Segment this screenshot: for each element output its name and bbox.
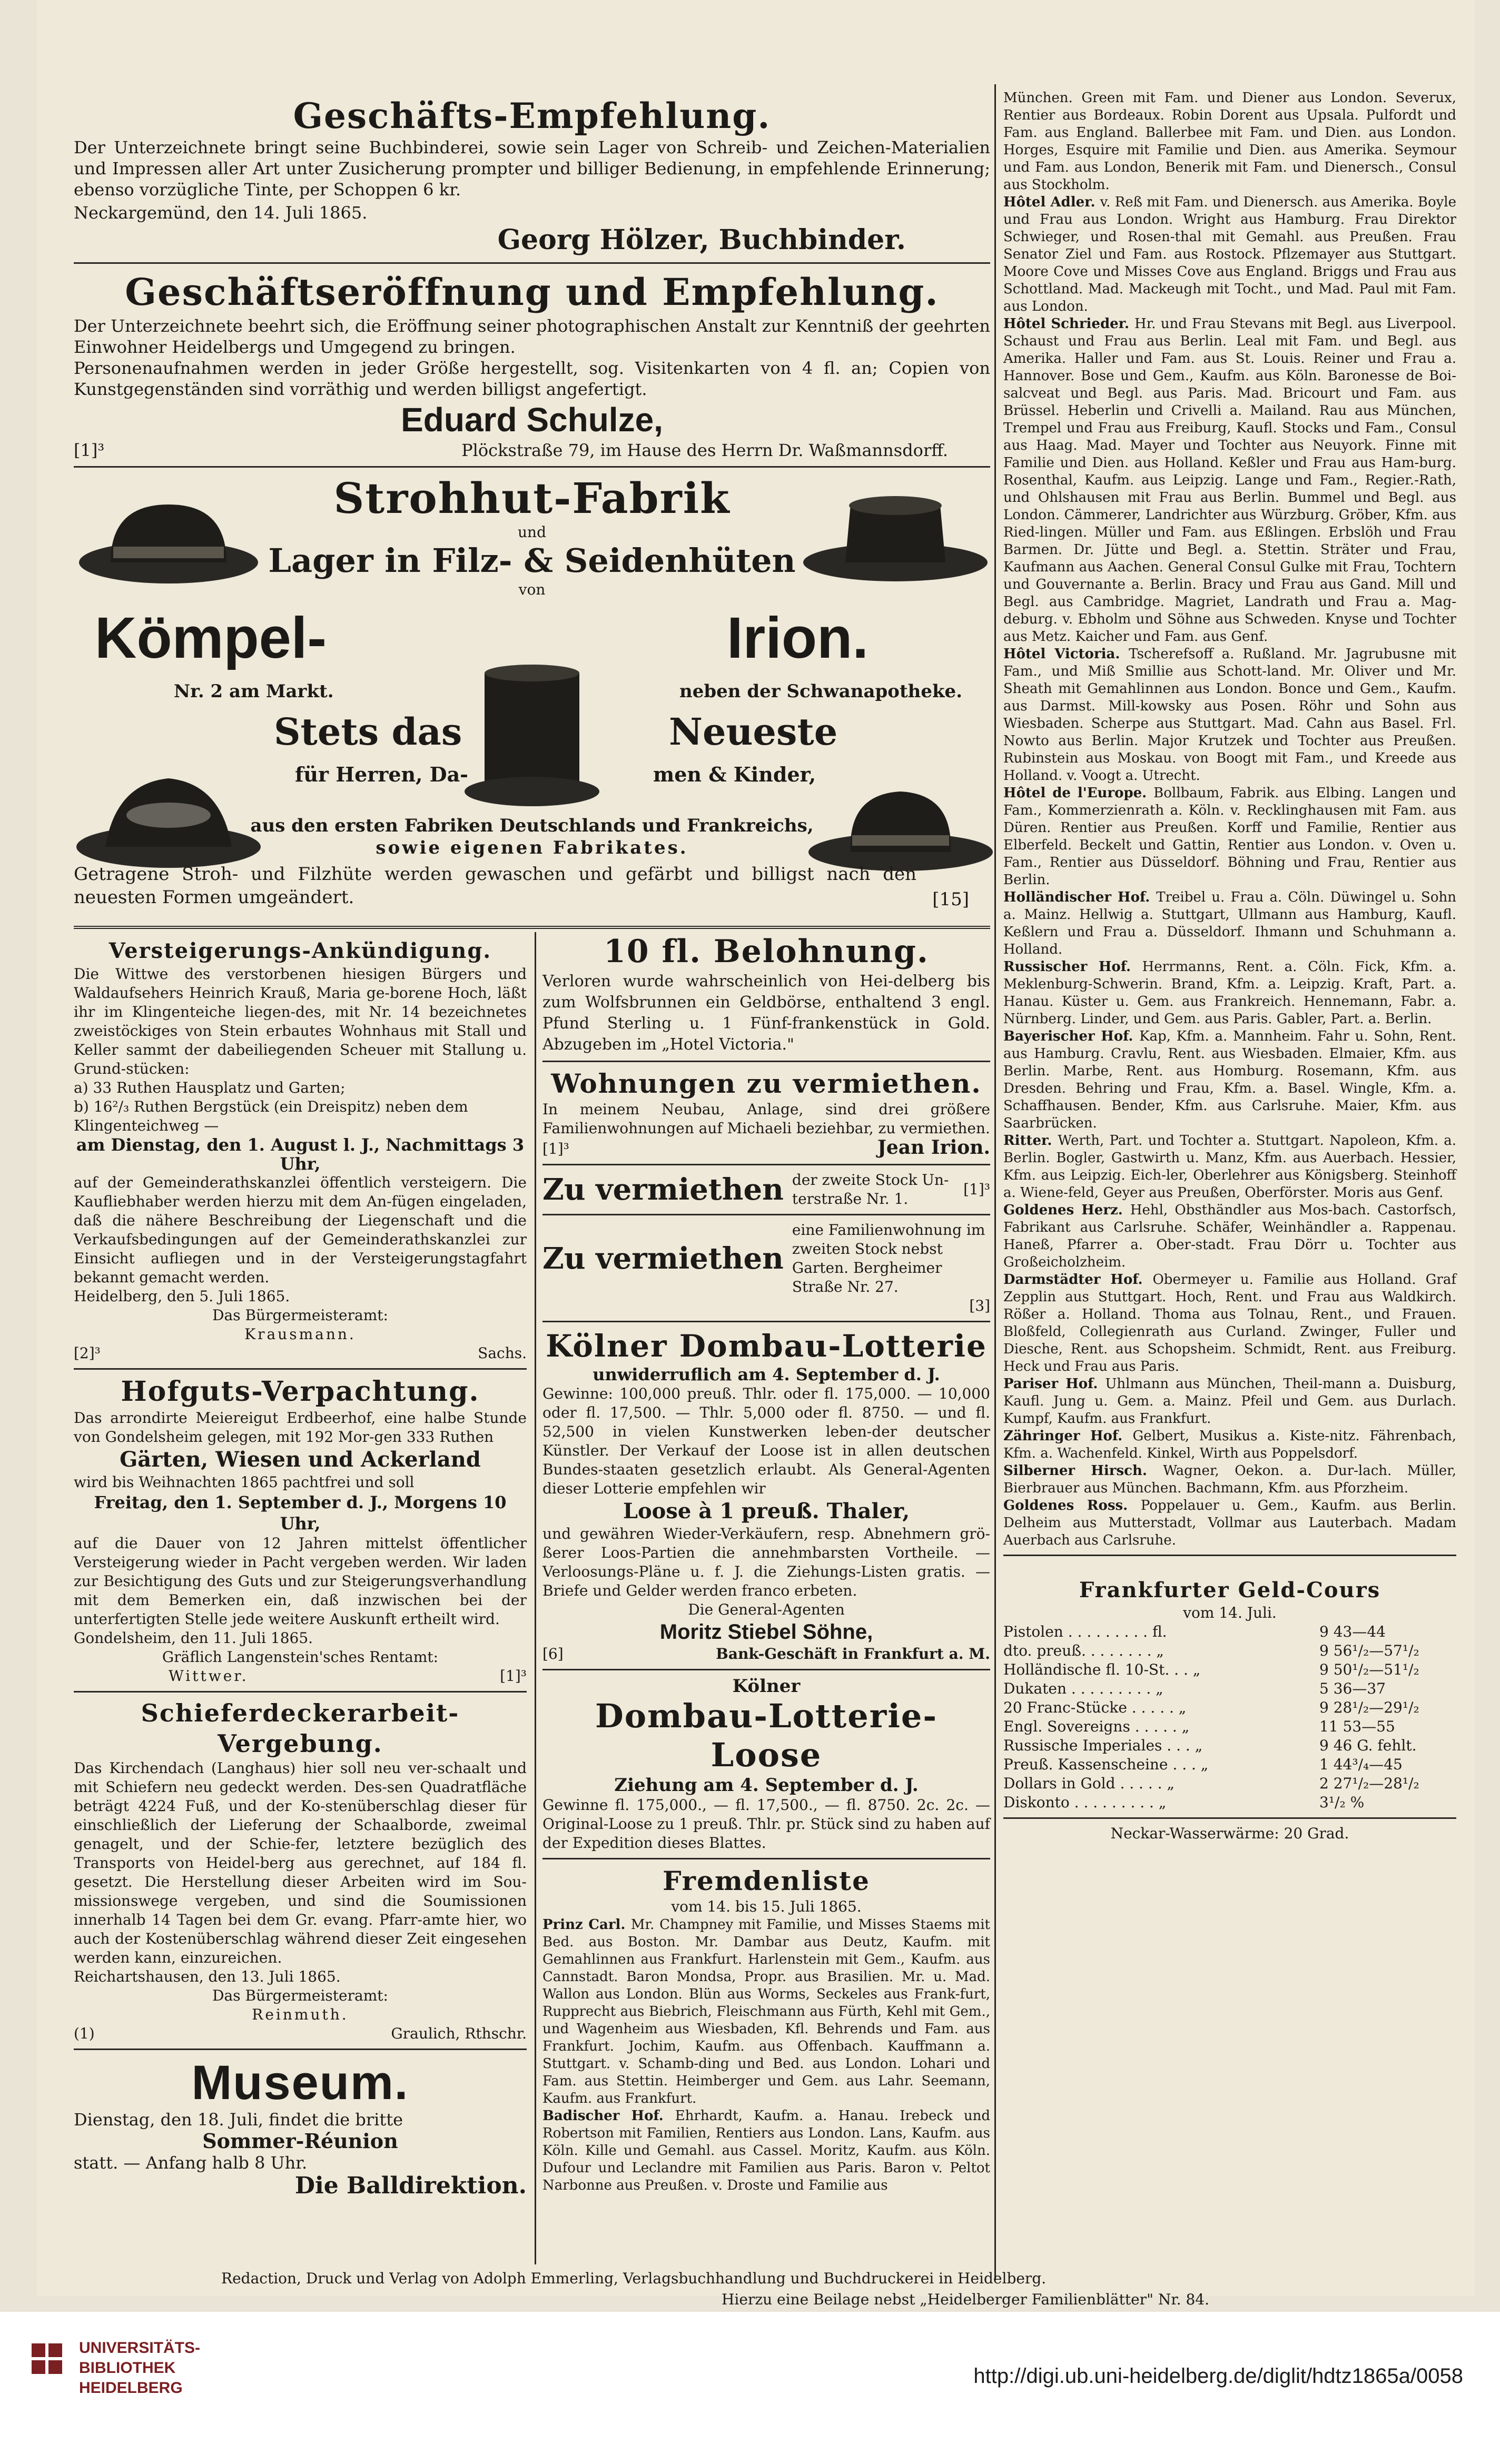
divider [542, 1858, 990, 1859]
hotel-name: Pariser Hof. [1003, 1376, 1106, 1392]
cours-row [1003, 1736, 1456, 1755]
guest-entry [1003, 315, 1456, 646]
guest-text: v. Reß mit Fam. und Dienersch. aus Amerika. Boyle und Frau aus London. Wright aus Hamburg. Frau Direktor Schwieger, und Rosen-thal mit Gemahl. aus Preußen. Frau Senator Ziel und Fam. aus Rostock. Pflzemayer aus Stuttgart. Moore Cove und Misses Cove aus England. Briggs und Frau aus Schottland. Mad. Mackeugh mit Tocht., und Mad. Paul mit Fam. aus London. [1003, 194, 1456, 314]
cours-value: 9 50¹/₂—51¹/₂ [1319, 1661, 1419, 1678]
hotel-name: Goldenes Herz. [1003, 1202, 1130, 1218]
hotel-name: Hôtel Schrieder. [1003, 316, 1135, 332]
section-body: eine Familienwohnung im zweiten Stock nebst Garten. Bergheimer Straße Nr. 27. [792, 1221, 985, 1295]
guest-text: Wagner, Oekon. a. Dur-lach. Müller, Bierbrauer aus München. Bachmann, Kfm. aus Pforzheim. [1003, 1463, 1457, 1496]
hofgut [74, 1375, 527, 1686]
section-title: Schieferdeckerarbeit-Vergebung. [141, 1699, 460, 1758]
signature: Krausmann. [244, 1325, 356, 1343]
auction-date: am Dienstag, den 1. August l. J., Nachmittags 3 Uhr, [76, 1135, 525, 1174]
cours-value: 3¹/₂ % [1319, 1794, 1365, 1811]
cours-name: 20 Franc-Stücke . . . . . „ [1003, 1699, 1187, 1716]
section-body: der zweite Stock Un-terstraße Nr. 1. [792, 1171, 949, 1208]
schieferdecker [74, 1698, 527, 2043]
ad-address: Plöckstraße 79, im Hause des Herrn Dr. Waßmannsdorff. [461, 440, 948, 460]
ad-und: und [518, 523, 546, 541]
cours-row [1003, 1717, 1456, 1736]
column-divider-lower [535, 932, 536, 2264]
zu-vermiethen-1 [542, 1171, 990, 1209]
section-title: Zu vermiethen [542, 1241, 784, 1276]
guest-list-intro: München. Green mit Fam. und Diener aus London. Severux, Rentier aus Bordeaux. Robin Dorent aus Upsala. Pulfordt und Fam. aus England. Ballerbee mit Fam. und Dien. aus London. Horges, Esquire mit Familie und Dien. aus Amerika. Seymour und Fam. aus London, Benerik mit Fam. und Dienersch., Consul aus Stockholm. [1003, 90, 1456, 193]
guest-entry [542, 2107, 990, 2194]
beilage: Hierzu eine Beilage nebst „Heidelberger Familienblätter" Nr. 84. [722, 2291, 1209, 2308]
ad-lager: Lager in Filz- & Seidenhüten [268, 541, 796, 580]
museum-line-3: statt. — Anfang halb 8 Uhr. [74, 2153, 308, 2173]
section-subtitle: unwiderruflich am 4. September d. J. [593, 1364, 940, 1384]
cours-name: Dollars in Gold . . . . . „ [1003, 1775, 1175, 1792]
cours-name: Holländische fl. 10-St. . . „ [1003, 1661, 1201, 1678]
guest-text: Obermeyer u. Familie aus Holland. Graf Zepplin aus Stuttgart. Hoch, Rent. und Frau aus Waldkirch. Rößer a. Holland. Thoma aus Tolnau, Rent., und Frauen. Bloßfeld, Collegienrath aus Curland. Zwinger, Fuller und Diesche, Rent. aus Schopsheim. Schmidt, Rent. aus Freiburg. Heck und Frau aus Paris. [1003, 1272, 1456, 1374]
hotel-name: Holländischer Hof. [1003, 889, 1157, 905]
section-body: Die Wittwe des verstorbenen hiesigen Bürgers und Waldaufsehers Heinrich Krauß, Maria ge-borene Hoch, läßt ihr im Klingenteiche liegen-des, mit Nr. 14 bezeichnetes zweistöckiges von Stein erbautes Wohnhaus mit Stall und Keller sammt der dabeiliegenden Scheuer mit Stallung u. Grund-stücken: [74, 965, 527, 1077]
cours-value: 2 27¹/₂—28¹/₂ [1319, 1775, 1419, 1792]
loose: Loose à 1 preuß. Thaler, [623, 1499, 910, 1523]
fabriken: aus den ersten Fabriken Deutschlands und Frankreichs, [250, 815, 814, 836]
signature: Jean Irion. [877, 1136, 990, 1159]
library-name-3: HEIDELBERG [79, 2379, 183, 2397]
divider [74, 466, 990, 468]
guest-entry [1003, 1497, 1456, 1549]
cours-value: 9 56¹/₂—57¹/₂ [1319, 1642, 1419, 1659]
sub-middle-column [542, 932, 990, 2194]
guest-text: Tscherefsoff a. Rußland. Mr. Jagrubusne mit Fam., und Miß Smillie aus Schott-land. Mr. Oliver und Mr. Sheath mit Gemahlinnen aus London. Bonce und Gem., Kaufm. aus Darmst. Mill-kowsky aus Posen. Röhr und Sohn aus Wiesbaden. Scherpe aus Stuttgart. Mad. Cahn aus Basel. Frl. Nowto aus Berlin. Major Krutzek und Tochter aus Preußen. Rubinstein aus Moskau. von Boogt mit Fam., und Kreede aus Holland. v. Voogt a. Utrecht. [1003, 646, 1456, 784]
cours-row [1003, 1660, 1456, 1679]
item-a: a) 33 Ruthen Hausplatz und Garten; [74, 1079, 346, 1096]
sub-left-column [74, 937, 527, 2200]
divider [74, 1368, 527, 1370]
place-date: Heidelberg, den 5. Juli 1865. [74, 1288, 290, 1305]
item-b: b) 16²/₃ Ruthen Bergstück (ein Dreispitz) neben dem Klingenteichweg — [74, 1098, 468, 1134]
addr-left: Nr. 2 am Markt. [174, 681, 334, 702]
hotel-name: Hôtel de l'Europe. [1003, 785, 1154, 801]
hotel-name: Badischer Hof. [542, 2108, 675, 2124]
ad-strohhut-fabrik [74, 473, 990, 1000]
ad-body: Der Unterzeichnete bringt seine Buchbinderei, sowie sein Lager von Schreib- und Zeichen-Materialien und Impressen aller Art unter Zusicherung prompter und billiger Bedienung, in empfehlende Erinnerung; ebenso vorzügliche Tinte, per Schoppen 6 kr. [74, 137, 990, 200]
cours-value: 9 28¹/₂—29¹/₂ [1319, 1699, 1419, 1716]
guest-entry [1003, 785, 1456, 889]
section-title: Zu vermiethen [542, 1172, 784, 1207]
divider [74, 2049, 527, 2050]
gaerten: Gärten, Wiesen und Ackerland [120, 1447, 481, 1472]
divider [74, 1691, 527, 1693]
guest-text: Ehrhardt, Kaufm. a. Hanau. Irebeck und Robertson mit Familien, Rentiers aus London. Lans, Kaufm. aus Köln. Kille und Gemahl. aus Cassel. Moritz, Kaufm. aus Köln. Dufour und Leclandre mit Familien aus Paris. Baron v. Peltot Narbonne aus Preußen. v. Droste und Familie aus [542, 2108, 991, 2193]
cours-name: dto. preuß. . . . . . . . „ [1003, 1642, 1164, 1659]
cours-table [1003, 1622, 1456, 1812]
cours-name: Russische Imperiales . . . „ [1003, 1737, 1203, 1754]
section-body-2: auf der Gemeinderathskanzlei öffentlich versteigern. Die Kaufliebhaber werden hierzu mit dem An-fügen eingeladen, daß die nähere Beschreibung der Liegenschaft und die Verkaufsbedingungen auf der Gemeinderathskanzlei zur Einsicht aufliegen und in der Versteigerungstagfahrt bekannt gemacht werden. [74, 1174, 527, 1286]
ref: (1) [74, 2025, 95, 2042]
museum-signature: Die Balldirektion. [294, 2172, 527, 2199]
guest-entry [1003, 1271, 1456, 1376]
section-subtitle: vom 14. bis 15. Juli 1865. [671, 1898, 862, 1915]
section-body: Das arrondirte Meiereigut Erdbeerhof, eine halbe Stunde von Gondelsheim gelegen, mit 192 Mor-gen 333 Ruthen [74, 1409, 527, 1446]
office: Das Bürgermeisteramt: [212, 1307, 388, 1324]
guest-text: Poppelauer u. Gem., Kaufm. aus Berlin. Delheim aus Mutterstadt, Vollmar aus Lauterbach. Madam Auerbach aus Carlsruhe. [1003, 1498, 1456, 1548]
neueste: Neueste [669, 710, 838, 754]
guest-entry [1003, 646, 1456, 785]
office: Gräflich Langenstein'sches Rentamt: [162, 1648, 439, 1666]
hotel-name: Russischer Hof. [1003, 959, 1142, 975]
cours-name: Diskonto . . . . . . . . . „ [1003, 1794, 1167, 1811]
ad-geschaeftseroeffnung [74, 269, 990, 461]
cours-value: 1 44³/₄—45 [1319, 1756, 1403, 1773]
divider [542, 1214, 990, 1215]
guest-text: Uhlmann aus München, Theil-mann a. Duisburg, Kaufl. Jung u. Gem. a. Mainz. Pfeil und Gem. aus Durlach. Kumpf, Kaufm. aus Frankfurt. [1003, 1376, 1456, 1427]
source-url-link[interactable]: http://digi.ub.uni-heidelberg.de/diglit/hdtz1865a/0058 [973, 2364, 1463, 2388]
right-column [1003, 90, 1456, 1843]
guest-text: Herrmanns, Rent. a. Cöln. Fick, Kfm. a. Meklenburg-Schwerin. Brand, Kfm. a. Leipzig. Kraft, Part. a. Hanau. Küster u. Gem. aus Frankreich. Hennemann, Fabr. a. Nürnberg. Linder, und Gem. aus Paris. Gabler, Part. a. Berlin. [1003, 959, 1456, 1027]
cours-row [1003, 1698, 1456, 1717]
section-subtitle: Ziehung am 4. September d. J. [614, 1775, 919, 1796]
section-title: 10 fl. Belohnung. [604, 933, 929, 970]
divider [542, 1321, 990, 1322]
footer-bar [0, 2312, 1500, 2464]
cours-row [1003, 1679, 1456, 1698]
hotel-name: Silberner Hirsch. [1003, 1463, 1163, 1479]
cours-row [1003, 1641, 1456, 1660]
guest-entry [1003, 1028, 1456, 1132]
guest-text: Kap, Kfm. a. Mannheim. Fahr u. Sohn, Rent. aus Hamburg. Cravlu, Rent. aus Wiesbaden. Elmaier, Kfm. aus Berlin. Marbe, Rent. aus Homburg. Rosemann, Kfm. aus Dresden. Behring und Frau, Kfm. a. Basel. Wingle, Kfm. a. Schaffhausen. Bender, Kfm. aus Carlsruhe. Maier, Kfm. aus Saarbrücken. [1003, 1028, 1457, 1131]
cours-row [1003, 1793, 1456, 1812]
divider [74, 262, 990, 264]
cours-value: 9 46 G. fehlt. [1319, 1737, 1417, 1754]
cours-value: 5 36—37 [1319, 1680, 1386, 1697]
hotel-name: Bayerischer Hof. [1003, 1028, 1140, 1044]
guest-list [1003, 194, 1456, 1549]
section-title: Versteigerungs-Ankündigung. [108, 938, 492, 963]
section-title: Frankfurter Geld-Cours [1079, 1578, 1381, 1602]
guest-text: Hehl, Obsthändler aus Mos-bach. Castorfsch, Fabrikant aus Carlsruhe. Schäfer, Weinhändler a. Rappenau. Haneß, Pfarrer a. Ober-stadt. Frau Dörr u. Tochter aus Großeicholzheim. [1003, 1202, 1456, 1270]
office: Das Bürgermeisteramt: [212, 1987, 388, 2004]
guest-entry [1003, 1462, 1456, 1497]
ref: [1]³ [963, 1181, 990, 1198]
agents: Die General-Agenten [688, 1601, 845, 1618]
ad-title: Strohhut-Fabrik [333, 473, 731, 523]
sachs: Sachs. [478, 1344, 527, 1362]
hotel-name: Prinz Carl. [542, 1917, 631, 1933]
section-title: Museum. [191, 2056, 409, 2110]
divider [1003, 1555, 1456, 1556]
men-kinder: men & Kinder, [653, 763, 816, 786]
sowie: sowie eigenen Fabrikates. [376, 837, 688, 858]
stets-das: Stets das [274, 710, 462, 754]
ref: [1]³ [500, 1667, 527, 1685]
ref: [6] [542, 1645, 564, 1663]
ad-name: Eduard Schulze, [401, 401, 663, 439]
section-body: Gewinne fl. 175,000., — fl. 17,500., — fl. 8750. 2c. 2c. — Original-Loose zu 1 preuß. Thlr. pr. Stück sind zu haben auf der Expedition dieses Blattes. [542, 1796, 990, 1852]
section-body-2: wird bis Weihnachten 1865 pachtfrei und soll [74, 1473, 415, 1491]
cours-value: 9 43—44 [1319, 1623, 1386, 1640]
koelner: Kölner [732, 1676, 801, 1697]
cours-row [1003, 1774, 1456, 1793]
wasser: Neckar-Wasserwärme: 20 Grad. [1110, 1825, 1349, 1842]
guest-entry [1003, 958, 1456, 1028]
imprint: Redaction, Druck und Verlag von Adolph Emmerling, Verlagsbuchhandlung und Buchdruckerei in Heidelberg. [221, 2270, 1047, 2287]
section-title: Hofguts-Verpachtung. [121, 1376, 480, 1408]
cours-row [1003, 1622, 1456, 1641]
divider [542, 1669, 990, 1670]
firm: Moritz Stiebel Söhne, [659, 1620, 873, 1644]
firm-name-left: Kömpel- [95, 606, 327, 670]
firm-name-right: Irion. [727, 606, 869, 670]
guest-entry [1003, 1202, 1456, 1271]
place-date: Gondelsheim, den 11. Juli 1865. [74, 1629, 313, 1647]
museum-line-2: Sommer-Réunion [202, 2129, 398, 2153]
cours-row [1003, 1755, 1456, 1774]
section-body-2: und gewähren Wieder-Verkäufern, resp. Abnehmern grö-ßerer Loos-Partien die annehmbarsten Vortheile. — Verloosungs-Pläne u. f. J. die Ziehungs-Listen gratis. — Briefe und Gelder werden franco erbeten. [542, 1525, 990, 1599]
left-column [74, 95, 990, 934]
hotel-name: Goldenes Ross. [1003, 1498, 1141, 1513]
section-subtitle: vom 14. Juli. [1183, 1604, 1277, 1621]
signature: Reinmuth. [252, 2006, 349, 2023]
cours-name: Dukaten . . . . . . . . . „ [1003, 1680, 1163, 1697]
hotel-name: Hôtel Adler. [1003, 194, 1100, 210]
ad-place-date: Neckargemünd, den 14. Juli 1865. [74, 203, 368, 223]
graulich: Graulich, Rthschr. [391, 2025, 527, 2042]
hotel-name: Ritter. [1003, 1133, 1058, 1149]
versteigerung [74, 937, 527, 1363]
library-name [79, 2338, 200, 2398]
hotel-name: Zähringer Hof. [1003, 1428, 1133, 1444]
guest-entry [1003, 1132, 1456, 1202]
section-body: In meinem Neubau, Anlage, sind drei größere Familienwohnungen auf Michaeli beziehbar, zu vermiethen. [542, 1101, 990, 1137]
ad-ref: [15] [932, 889, 969, 910]
addr-right: neben der Schwanapotheke. [679, 681, 963, 702]
hotel-name: Darmstädter Hof. [1003, 1272, 1153, 1288]
getragene: Getragene Stroh- und Filzhüte werden gewaschen und gefärbt und billigst nach den neuesten Formen umgeändert. [74, 864, 916, 908]
signature: Wittwer. [169, 1667, 249, 1685]
ad-body: Personenaufnahmen werden in jeder Größe hergestellt, sog. Visitenkarten von 4 fl. an; Copien von Kunstgegenständen sind vorräthig und werden billigst angefertigt. [74, 358, 990, 399]
straw-hat-icon [74, 483, 263, 589]
section-body: Verloren wurde wahrscheinlich von Hei-delberg bis zum Wolfsbrunnen ein Geldbörse, enthaltend 3 engl. Pfund Sterling u. 1 Fünf-frankenstück in Gold. Abzugeben im „Hotel Victoria." [542, 972, 990, 1054]
ad-signature: Georg Hölzer, Buchbinder. [497, 224, 906, 256]
library-name-2: BIBLIOTHEK [79, 2359, 176, 2377]
guest-text: Bollbaum, Fabrik. aus Elbing. Langen und Fam., Kommerzienrath a. Köln. v. Recklinghausen mit Fam. aus Düren. Rentier aus Preußen. Korff und Familie, Rentier aus Elberfeld. Beckelt und Gattin, Rentier aus London. v. Oven u. Fam., Rentier aus Düsseldorf. Böhning und Frau, Rentier aus Berlin. [1003, 785, 1457, 888]
ref: [3] [969, 1297, 990, 1314]
top-hat-icon [463, 662, 600, 810]
ad-title: Geschäftseröffnung und Empfehlung. [125, 270, 939, 314]
ref: [2]³ [74, 1344, 101, 1362]
section-title: Dombau-Lotterie-Loose [595, 1697, 938, 1774]
cours-name: Engl. Sovereigns . . . . . „ [1003, 1718, 1190, 1735]
divider [542, 1061, 990, 1062]
ad-ref: [1]³ [74, 440, 105, 460]
place-date: Reichartshausen, den 13. Juli 1865. [74, 1968, 341, 1985]
guest-entry [1003, 889, 1456, 958]
guest-text: Treibel u. Frau a. Cöln. Düwingel u. Sohn a. Mainz. Hellwig a. Stuttgart, Ullmann aus Hamburg, Kaufl. Keßlern und Frau a. Düsseldorf. Ihmann und Schuhmann a. Holland. [1003, 889, 1457, 957]
geld-cours [1003, 1577, 1456, 1843]
guest-entry [1003, 1428, 1456, 1462]
fremdenliste [542, 1865, 990, 2194]
ref: [1]³ [542, 1140, 569, 1157]
column-divider [994, 84, 996, 2280]
fuer-herren: für Herren, Da- [295, 763, 468, 786]
dombau-lotterie [542, 1328, 990, 1664]
section-body: Gewinne: 100,000 preuß. Thlr. oder fl. 175,000. — 10,000 oder fl. 17,500. — Thlr. 5,000 oder fl. 8750. — und fl. 52,500 in vielen Kunstwerken leben-der deutscher Künstler. Der Verkauf der Loose ist in allen deutschen Bundes-staaten gesetzlich erlaubt. Als General-Agenten dieser Lotterie empfehlen wir [542, 1385, 990, 1497]
hotel-name: Hôtel Victoria. [1003, 646, 1129, 662]
section-title: Kölner Dombau-Lotterie [546, 1328, 987, 1364]
section-title: Fremdenliste [663, 1865, 870, 1896]
fremden-entries [542, 1916, 990, 2194]
cours-name: Pistolen . . . . . . . . . fl. [1003, 1623, 1167, 1640]
section-body-3: auf die Dauer von 12 Jahren mittelst öffentlicher Versteigerung wieder in Pacht vergeben werden. Wir laden zur Besichtigung des Guts und zur Steigerungsverhandlung mit dem Bemerken ein, daß inzwischen bei der unterfertigten Stelle jede weitere Auskunft ertheilt wird. [74, 1535, 527, 1628]
guest-entry [1003, 1376, 1456, 1428]
guest-text: Werth, Part. und Tochter a. Stuttgart. Napoleon, Kfm. a. Berlin. Bogler, Gastwirth u. Manz, Kfm. aus Auerbach. Hessier, Kfm. aus Leipzig. Eich-ler, Oberlehrer aus Königsberg. Steinhoff a. Wiene-feld, Geyer aus Preußen, Oberförster. Moris aus Genf. [1003, 1133, 1456, 1201]
ad-von: von [518, 581, 546, 598]
section-body: Das Kirchendach (Langhaus) hier soll neu ver-schaalt und mit Schiefern neu gedeckt werden. Des-sen Quadratfläche beträgt 4224 Fuß, und der Ko-stenüberschlag dieser für einschließlich der Lieferung der Schaalborde, zweimal genagelt, und der Schie-fer, letztere bezüglich des Transports von Heidel-berg aus gerechnet, auf 184 fl. gesetzt. Die Herstellung dieser Arbeiten wird im Sou-missionswege vergeben, und sind die Soumissionen innerhalb 14 Tagen bei dem Gr. evang. Pfarr-amte hier, wo auch der Kostenüberschlag während dieser Zeit eingesehen werden kann, einzureichen. [74, 1759, 527, 1966]
ad-title: Geschäfts-Empfehlung. [293, 95, 771, 136]
divider [542, 1164, 990, 1165]
belohnung [542, 932, 990, 1055]
guest-text: Hr. und Frau Stevans mit Begl. aus Liverpool. Schaust und Frau aus Berlin. Leal mit Fam. und Begl. aus Amerika. Haller und Fam. aus St. Louis. Reiner und Frau a. Hannover. Bose und Gem., Kaufm. aus Köln. Baronesse de Boi-salcveat und Begl. aus Paris. Mad. Bricourt und Fam. aus Brüssel. Heberlin und Crivelli a. Mailand. Rau aus München, Trempel und Frau aus Freiburg, Kaufl. Stocks und Fam., Consul aus Haag. Mad. Mayer und Tochter aus Neuyork. Finne mit Familie und Dien. aus Holland. Keßler und Frau aus Ham-burg. Rosenthal, Kaufm. aus Leipzig. Lange und Fam., Regier.-Rath, und Ohlshausen mit Frau aus Berlin. Bummel und Begl. aus London. Cämmerer, Landrichter aus Würzburg. Gröber, Kfm. aus Ried-lingen. Müller und Fam. aus Eßlingen. Erbslöh und Frau Barmen. Dr. Jütte und Begl. a. Stettin. Sträter und Frau, Kaufmann aus Aachen. General Consul Gulke mit Frau, Tochtern und Gouvernante a. Berlin. Bracy und Frau aus Gand. Mill und Begl. aus Cambridge. Magriet, Landrath und Frau a. Mag-deburg. v. Ebholm und Söhne aus Schweden. Knyse und Tochter aus Metz. Kaicher und Fam. aus Genf. [1003, 316, 1456, 645]
wohnungen [542, 1067, 990, 1159]
guest-text: Mr. Champney mit Familie, und Misses Staems mit Bed. aus Boston. Mr. Dambar aus Deutz, Kaufm. mit Gemahlinnen aus Frankfurt. Harlenstein mit Gem., Kaufm. aus Cannstadt. Baron Mondsa, Propr. aus Brasilien. Mr. u. Mad. Wallon aus London. Blün aus Worms, Seckeles aus Frank-furt, Rupprecht aus Biebrich, Fleischmann aus Fürth, Kehl mit Gem., und Wagenheim aus Wiesbaden, Kfl. Behrends und Fam. aus Frankfurt. Jochim, Kaufm. aus Offenbach. Kauffmann a. Stuttgart. v. Schamb-ding und Bed. aus London. Lohari und Fam. aus Stettin. Heimberger und Gem. aus Lahr. Seemann, Kaufm. aus Frankfurt. [542, 1917, 990, 2106]
university-logo-icon [32, 2343, 63, 2375]
cours-name: Preuß. Kassenscheine . . . „ [1003, 1756, 1209, 1773]
bank: Bank-Geschäft in Frankfurt a. M. [716, 1645, 990, 1663]
dombau-loose [542, 1676, 990, 1853]
library-name-1: UNIVERSITÄTS- [79, 2339, 201, 2357]
divider [1003, 1817, 1456, 1819]
guest-entry [1003, 194, 1456, 315]
museum [74, 2055, 527, 2200]
guest-text: Gelbert, Musikus a. Kiste-nitz. Fährenbach, Kfm. a. Wachenfeld. Kinkel, Wirth aus Poppelsdorf. [1003, 1428, 1456, 1461]
zu-vermiethen-2 [542, 1221, 990, 1315]
ad-body: Der Unterzeichnete beehrt sich, die Eröffnung seiner photographischen Anstalt zur Kenntniß der geehrten Einwohner Heidelbergs und Umgegend zu bringen. [74, 316, 990, 357]
section-title: Wohnungen zu vermiethen. [551, 1068, 982, 1099]
felt-hat-icon [801, 478, 990, 583]
museum-line-1: Dienstag, den 18. Juli, findet die britte [74, 2110, 403, 2130]
hofgut-date: Freitag, den 1. September d. J., Morgens 10 Uhr, [94, 1492, 507, 1533]
cours-value: 11 53—55 [1319, 1718, 1395, 1735]
ad-geschaefts-empfehlung [74, 95, 990, 257]
guest-entry [542, 1916, 990, 2107]
